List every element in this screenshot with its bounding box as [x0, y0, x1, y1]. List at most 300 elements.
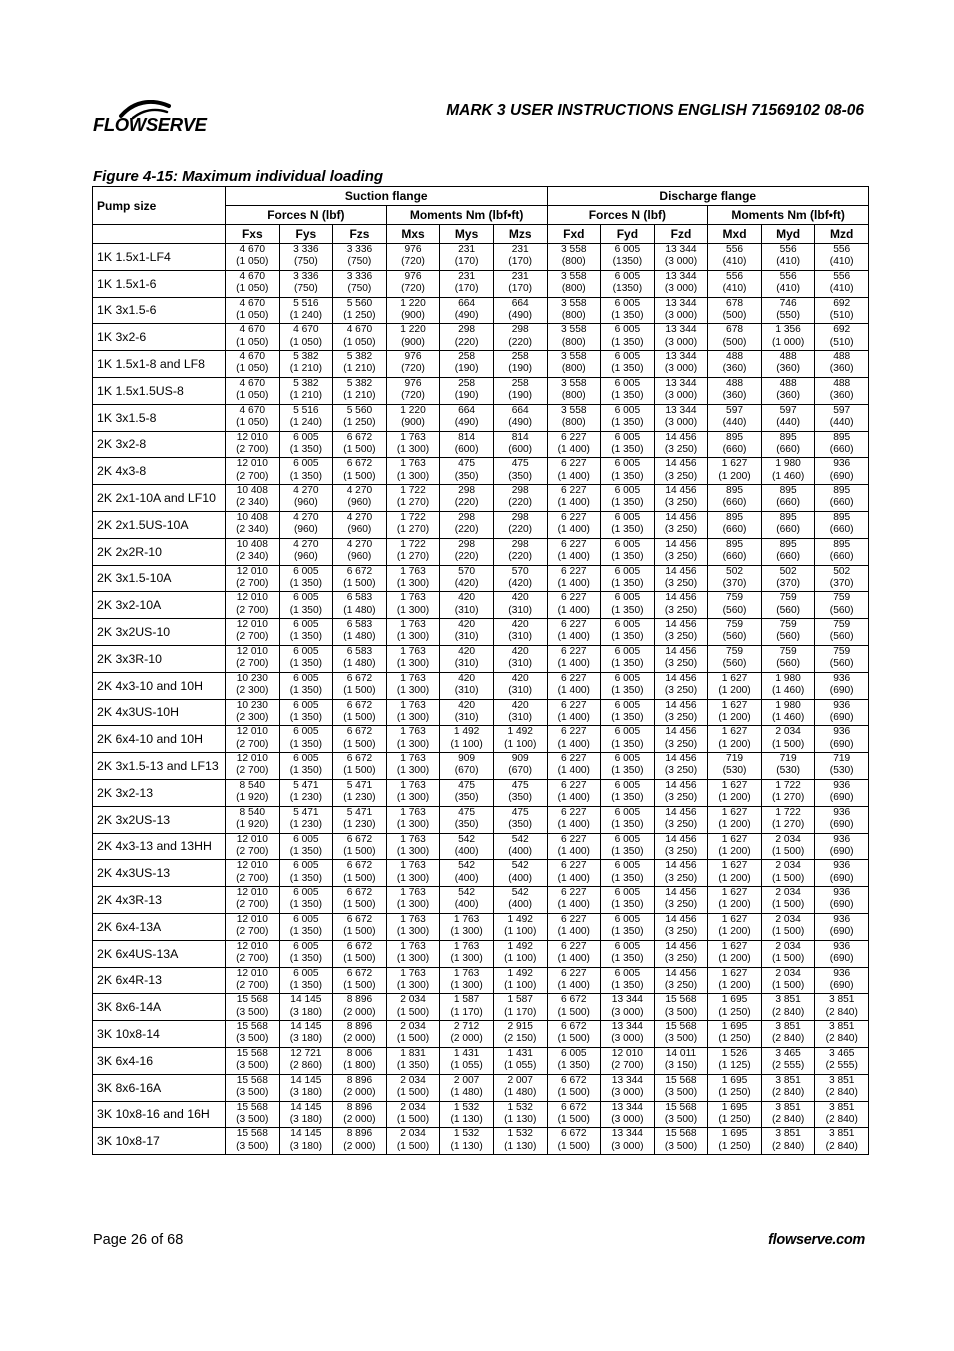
- imperial-value: (1 300): [396, 845, 430, 857]
- imperial-value: (2 000): [343, 1086, 376, 1098]
- metric-value: 759: [779, 619, 797, 631]
- metric-value: 6 005: [293, 645, 319, 657]
- value-cell: [226, 297, 280, 324]
- metric-value: 4 270: [293, 485, 319, 497]
- imperial-value: (690): [829, 792, 854, 804]
- metric-value: 15 568: [665, 1074, 697, 1086]
- metric-value: 1 492: [507, 913, 533, 925]
- imperial-value: (2 840): [771, 1006, 805, 1018]
- value-cell: [493, 351, 547, 378]
- imperial-value: (1 350): [611, 577, 644, 589]
- table-body: [93, 244, 869, 1155]
- value-cell: [547, 913, 601, 940]
- imperial-value: (220): [508, 497, 533, 509]
- metric-value: 6 005: [614, 431, 641, 443]
- imperial-value: (1 400): [557, 952, 590, 964]
- value-cell: [654, 1074, 708, 1101]
- metric-value: 6 672: [561, 1021, 587, 1033]
- value-cell: [547, 672, 601, 699]
- imperial-value: (670): [508, 765, 533, 777]
- metric-value: 1 722: [775, 779, 801, 791]
- table-row: [93, 485, 869, 512]
- value-cell: [654, 940, 708, 967]
- imperial-value: (660): [776, 550, 801, 562]
- metric-value: 895: [779, 511, 797, 523]
- metric-value: 6 672: [346, 699, 373, 711]
- value-cell: [708, 887, 762, 914]
- imperial-value: (1 400): [557, 577, 590, 589]
- metric-value: 1 627: [721, 967, 748, 979]
- value-cell: [226, 1074, 280, 1101]
- imperial-value: (310): [454, 711, 479, 723]
- metric-value: 12 010: [611, 1047, 643, 1059]
- metric-value: 936: [833, 913, 851, 925]
- metric-value: 6 672: [561, 994, 587, 1006]
- metric-value: 4 670: [239, 270, 266, 282]
- value-cell: [815, 511, 869, 538]
- value-cell: [493, 270, 547, 297]
- imperial-value: (2 555): [825, 1060, 858, 1072]
- value-cell: [493, 538, 547, 565]
- table-row: [93, 377, 869, 404]
- metric-value: 3 336: [346, 244, 373, 255]
- imperial-value: (2 000): [450, 1033, 483, 1045]
- metric-value: 12 010: [236, 940, 268, 952]
- imperial-value: (660): [776, 524, 801, 536]
- imperial-value: (360): [776, 390, 801, 402]
- metric-value: 14 456: [665, 887, 697, 899]
- pump-size-cell: 2K 3x2-10A: [93, 592, 226, 619]
- metric-value: 14 456: [665, 779, 697, 791]
- value-cell: [815, 779, 869, 806]
- imperial-value: (550): [776, 309, 801, 321]
- imperial-value: (1 350): [611, 309, 644, 321]
- metric-value: 6 672: [561, 1101, 587, 1113]
- table-row: [93, 324, 869, 351]
- imperial-value: (1 200): [718, 872, 751, 884]
- table-row: [93, 726, 869, 753]
- imperial-value: (1 400): [557, 524, 590, 536]
- value-cell: [386, 431, 440, 458]
- value-cell: [386, 913, 440, 940]
- metric-value: 10 230: [236, 699, 268, 711]
- metric-value: 719: [779, 753, 797, 765]
- metric-value: 8 896: [346, 994, 373, 1006]
- metric-value: 6 227: [561, 887, 587, 899]
- metric-value: 2 034: [775, 860, 801, 872]
- suction-flange-header: Suction flange: [226, 187, 548, 206]
- value-cell: [815, 485, 869, 512]
- column-header: Mxd: [708, 225, 762, 244]
- table-row: [93, 779, 869, 806]
- metric-value: 6 583: [346, 645, 373, 657]
- imperial-value: (1 400): [557, 979, 590, 991]
- value-cell: [815, 619, 869, 646]
- value-cell: [601, 351, 655, 378]
- value-cell: [386, 565, 440, 592]
- imperial-value: (3 250): [664, 899, 698, 911]
- imperial-value: (2 700): [236, 443, 269, 455]
- imperial-value: (3 000): [664, 390, 698, 402]
- imperial-value: (690): [829, 684, 854, 696]
- imperial-value: (1 350): [289, 926, 322, 938]
- metric-value: 5 382: [346, 351, 373, 363]
- value-cell: [761, 538, 815, 565]
- metric-value: 895: [779, 431, 797, 443]
- metric-value: 5 471: [346, 779, 373, 791]
- metric-value: 814: [511, 431, 529, 443]
- value-cell: [493, 699, 547, 726]
- value-cell: [815, 565, 869, 592]
- imperial-value: (660): [776, 443, 801, 455]
- metric-value: 12 010: [236, 887, 268, 899]
- imperial-value: (400): [508, 845, 533, 857]
- value-cell: [601, 994, 655, 1021]
- metric-value: 15 568: [236, 1074, 268, 1086]
- metric-value: 976: [404, 244, 422, 255]
- metric-value: 1 763: [453, 967, 480, 979]
- imperial-value: (1 170): [504, 1006, 537, 1018]
- value-cell: [279, 645, 333, 672]
- imperial-value: (1 500): [343, 577, 376, 589]
- metric-value: 14 456: [665, 645, 697, 657]
- metric-value: 542: [511, 833, 529, 845]
- imperial-value: (1 350): [611, 658, 644, 670]
- imperial-value: (1 400): [557, 899, 590, 911]
- imperial-value: (1 500): [343, 845, 376, 857]
- metric-value: 420: [458, 645, 476, 657]
- metric-value: 5 560: [346, 297, 373, 309]
- value-cell: [708, 726, 762, 753]
- imperial-value: (1 350): [289, 765, 322, 777]
- imperial-value: (1 055): [504, 1060, 537, 1072]
- value-cell: [386, 1074, 440, 1101]
- imperial-value: (1 920): [236, 818, 269, 830]
- imperial-value: (3 000): [611, 1140, 644, 1152]
- value-cell: [493, 485, 547, 512]
- imperial-value: (1 500): [771, 926, 805, 938]
- value-cell: [440, 833, 494, 860]
- imperial-value: (1 500): [771, 899, 805, 911]
- imperial-value: (1 200): [718, 711, 751, 723]
- metric-value: 15 568: [236, 1047, 268, 1059]
- metric-value: 298: [458, 538, 476, 550]
- metric-value: 13 344: [665, 324, 697, 336]
- metric-value: 14 011: [665, 1047, 697, 1059]
- value-cell: [440, 565, 494, 592]
- metric-value: 4 670: [239, 404, 266, 416]
- imperial-value: (800): [561, 416, 586, 428]
- value-cell: [654, 511, 708, 538]
- metric-value: 664: [458, 297, 476, 309]
- pump-size-cell: 3K 10x8-14: [93, 1021, 226, 1048]
- imperial-value: (490): [508, 416, 533, 428]
- imperial-value: (310): [454, 604, 479, 616]
- imperial-value: (490): [508, 309, 533, 321]
- metric-value: 936: [833, 860, 851, 872]
- imperial-value: (3 180): [289, 1140, 322, 1152]
- metric-value: 542: [511, 887, 529, 899]
- value-cell: [708, 377, 762, 404]
- metric-value: 14 456: [665, 967, 697, 979]
- value-cell: [761, 860, 815, 887]
- value-cell: [440, 699, 494, 726]
- imperial-value: (2 000): [343, 1113, 376, 1125]
- value-cell: [654, 699, 708, 726]
- metric-value: 15 568: [236, 994, 268, 1006]
- imperial-value: (2 700): [236, 738, 269, 750]
- value-cell: [708, 779, 762, 806]
- value-cell: [708, 967, 762, 994]
- imperial-value: (1 500): [343, 470, 376, 482]
- value-cell: [386, 779, 440, 806]
- value-cell: [654, 645, 708, 672]
- metric-value: 420: [511, 645, 529, 657]
- imperial-value: (1 300): [396, 711, 430, 723]
- metric-value: 6 005: [614, 967, 641, 979]
- imperial-value: (1 210): [289, 363, 322, 375]
- column-header: Fzs: [333, 225, 387, 244]
- pump-size-cell: 3K 6x4-16: [93, 1047, 226, 1074]
- metric-value: 556: [726, 270, 744, 282]
- imperial-value: (3 250): [664, 711, 698, 723]
- value-cell: [654, 458, 708, 485]
- metric-value: 6 227: [561, 967, 587, 979]
- metric-value: 8 896: [346, 1101, 373, 1113]
- metric-value: 3 851: [828, 994, 855, 1006]
- imperial-value: (1 200): [718, 952, 751, 964]
- imperial-value: (720): [401, 256, 425, 268]
- value-cell: [333, 270, 387, 297]
- metric-value: 231: [458, 244, 476, 255]
- value-cell: [333, 297, 387, 324]
- imperial-value: (1 200): [718, 470, 751, 482]
- value-cell: [440, 779, 494, 806]
- value-cell: [279, 1101, 333, 1128]
- imperial-value: (3 250): [664, 845, 698, 857]
- value-cell: [815, 860, 869, 887]
- imperial-value: (190): [454, 363, 479, 375]
- imperial-value: (1 300): [396, 818, 430, 830]
- value-cell: [601, 404, 655, 431]
- metric-value: 6 672: [346, 726, 373, 738]
- metric-value: 542: [458, 860, 476, 872]
- imperial-value: (960): [347, 497, 372, 509]
- value-cell: [440, 1128, 494, 1155]
- imperial-value: (1 100): [450, 738, 483, 750]
- value-cell: [601, 377, 655, 404]
- column-header: Fxd: [547, 225, 601, 244]
- imperial-value: (3 500): [236, 1033, 269, 1045]
- imperial-value: (1 400): [557, 872, 590, 884]
- metric-value: 1 695: [721, 994, 748, 1006]
- imperial-value: (310): [454, 684, 479, 696]
- value-cell: [761, 1074, 815, 1101]
- value-cell: [815, 726, 869, 753]
- metric-value: 6 227: [561, 592, 587, 604]
- metric-value: 3 336: [346, 270, 373, 282]
- imperial-value: (310): [508, 711, 533, 723]
- metric-value: 15 568: [236, 1128, 268, 1140]
- imperial-value: (220): [508, 550, 533, 562]
- metric-value: 15 568: [665, 994, 697, 1006]
- metric-value: 3 851: [775, 1074, 801, 1086]
- figure-title: Figure 4-15: Maximum individual loading: [93, 168, 384, 185]
- value-cell: [279, 297, 333, 324]
- metric-value: 1 695: [721, 1101, 748, 1113]
- table-row: [93, 672, 869, 699]
- imperial-value: (2 840): [825, 1086, 858, 1098]
- metric-value: 597: [833, 404, 851, 416]
- column-header-row: [93, 225, 869, 244]
- metric-value: 488: [833, 351, 851, 363]
- metric-value: 6 672: [346, 887, 373, 899]
- value-cell: [440, 244, 494, 271]
- value-cell: [226, 592, 280, 619]
- metric-value: 3 558: [561, 377, 587, 389]
- value-cell: [815, 538, 869, 565]
- metric-value: 1 220: [400, 324, 426, 336]
- value-cell: [279, 779, 333, 806]
- metric-value: 3 851: [775, 1101, 801, 1113]
- imperial-value: (170): [508, 256, 533, 268]
- imperial-value: (370): [722, 577, 747, 589]
- metric-value: 13 344: [665, 377, 697, 389]
- pump-size-cell: 2K 3x2-8: [93, 431, 226, 458]
- metric-value: 1 763: [400, 592, 426, 604]
- value-cell: [601, 485, 655, 512]
- value-cell: [815, 377, 869, 404]
- metric-value: 6 005: [614, 404, 641, 416]
- imperial-value: (960): [293, 550, 318, 562]
- value-cell: [815, 753, 869, 780]
- value-cell: [333, 538, 387, 565]
- imperial-value: (220): [454, 550, 479, 562]
- value-cell: [493, 779, 547, 806]
- metric-value: 6 005: [614, 324, 641, 336]
- imperial-value: (2 840): [825, 1033, 858, 1045]
- imperial-value: (3 500): [236, 1060, 269, 1072]
- metric-value: 1 763: [400, 860, 426, 872]
- metric-value: 13 344: [611, 994, 643, 1006]
- metric-value: 976: [404, 270, 422, 282]
- metric-value: 6 005: [614, 297, 641, 309]
- metric-value: 4 670: [239, 244, 266, 255]
- metric-value: 420: [511, 672, 529, 684]
- metric-value: 542: [458, 887, 476, 899]
- table-row: [93, 565, 869, 592]
- imperial-value: (1 400): [557, 818, 590, 830]
- imperial-value: (510): [829, 336, 854, 348]
- value-cell: [601, 672, 655, 699]
- suction-forces-header: Forces N (lbf): [226, 206, 387, 225]
- pump-size-cell: 2K 6x4-13A: [93, 913, 226, 940]
- value-cell: [708, 860, 762, 887]
- imperial-value: (1 000): [771, 336, 805, 348]
- value-cell: [708, 1128, 762, 1155]
- value-cell: [654, 244, 708, 271]
- value-cell: [386, 377, 440, 404]
- metric-value: 1 722: [400, 511, 426, 523]
- imperial-value: (360): [722, 390, 747, 402]
- metric-value: 1 532: [507, 1101, 533, 1113]
- metric-value: 14 145: [290, 1021, 322, 1033]
- imperial-value: (1 300): [396, 926, 430, 938]
- metric-value: 1 526: [721, 1047, 748, 1059]
- metric-value: 6 005: [614, 753, 641, 765]
- imperial-value: (1 500): [343, 738, 376, 750]
- imperial-value: (1 400): [557, 631, 590, 643]
- imperial-value: (3 000): [611, 1113, 644, 1125]
- imperial-value: (3 250): [664, 550, 698, 562]
- imperial-value: (220): [508, 524, 533, 536]
- metric-value: 692: [833, 324, 851, 336]
- imperial-value: (1 400): [557, 658, 590, 670]
- imperial-value: (1 300): [396, 872, 430, 884]
- table-row: [93, 994, 869, 1021]
- metric-value: 1 763: [400, 940, 426, 952]
- value-cell: [333, 324, 387, 351]
- value-cell: [654, 860, 708, 887]
- imperial-value: (1 250): [718, 1006, 751, 1018]
- imperial-value: (1 500): [557, 1086, 590, 1098]
- imperial-value: (600): [454, 443, 479, 455]
- value-cell: [493, 887, 547, 914]
- imperial-value: (670): [454, 765, 479, 777]
- metric-value: 895: [726, 511, 744, 523]
- metric-value: 8 896: [346, 1021, 373, 1033]
- metric-value: 5 516: [293, 297, 319, 309]
- imperial-value: (3 500): [664, 1086, 698, 1098]
- metric-value: 4 670: [293, 324, 319, 336]
- imperial-value: (2 840): [825, 1140, 858, 1152]
- imperial-value: (410): [776, 283, 801, 294]
- imperial-value: (690): [829, 818, 854, 830]
- value-cell: [386, 994, 440, 1021]
- value-cell: [333, 887, 387, 914]
- imperial-value: (400): [454, 899, 479, 911]
- value-cell: [226, 404, 280, 431]
- imperial-value: (2 700): [236, 952, 269, 964]
- value-cell: [493, 1074, 547, 1101]
- metric-value: 1 627: [721, 913, 748, 925]
- imperial-value: (2 300): [236, 711, 269, 723]
- metric-value: 976: [404, 351, 422, 363]
- metric-value: 6 005: [614, 860, 641, 872]
- table-row: [93, 913, 869, 940]
- value-cell: [708, 913, 762, 940]
- imperial-value: (2 700): [236, 872, 269, 884]
- imperial-value: (440): [722, 416, 747, 428]
- metric-value: 6 227: [561, 538, 587, 550]
- imperial-value: (2 700): [236, 926, 269, 938]
- metric-value: 6 005: [614, 485, 641, 497]
- metric-value: 14 145: [290, 1074, 322, 1086]
- imperial-value: (1 300): [396, 952, 430, 964]
- metric-value: 6 672: [346, 833, 373, 845]
- value-cell: [279, 1047, 333, 1074]
- imperial-value: (1 400): [557, 845, 590, 857]
- metric-value: 14 456: [665, 860, 697, 872]
- metric-value: 420: [511, 619, 529, 631]
- table-row: [93, 753, 869, 780]
- imperial-value: (1 270): [396, 524, 430, 536]
- metric-value: 6 672: [346, 913, 373, 925]
- imperial-value: (170): [454, 256, 479, 268]
- imperial-value: (1 350): [611, 390, 644, 402]
- metric-value: 6 005: [614, 940, 641, 952]
- metric-value: 1 627: [721, 458, 748, 470]
